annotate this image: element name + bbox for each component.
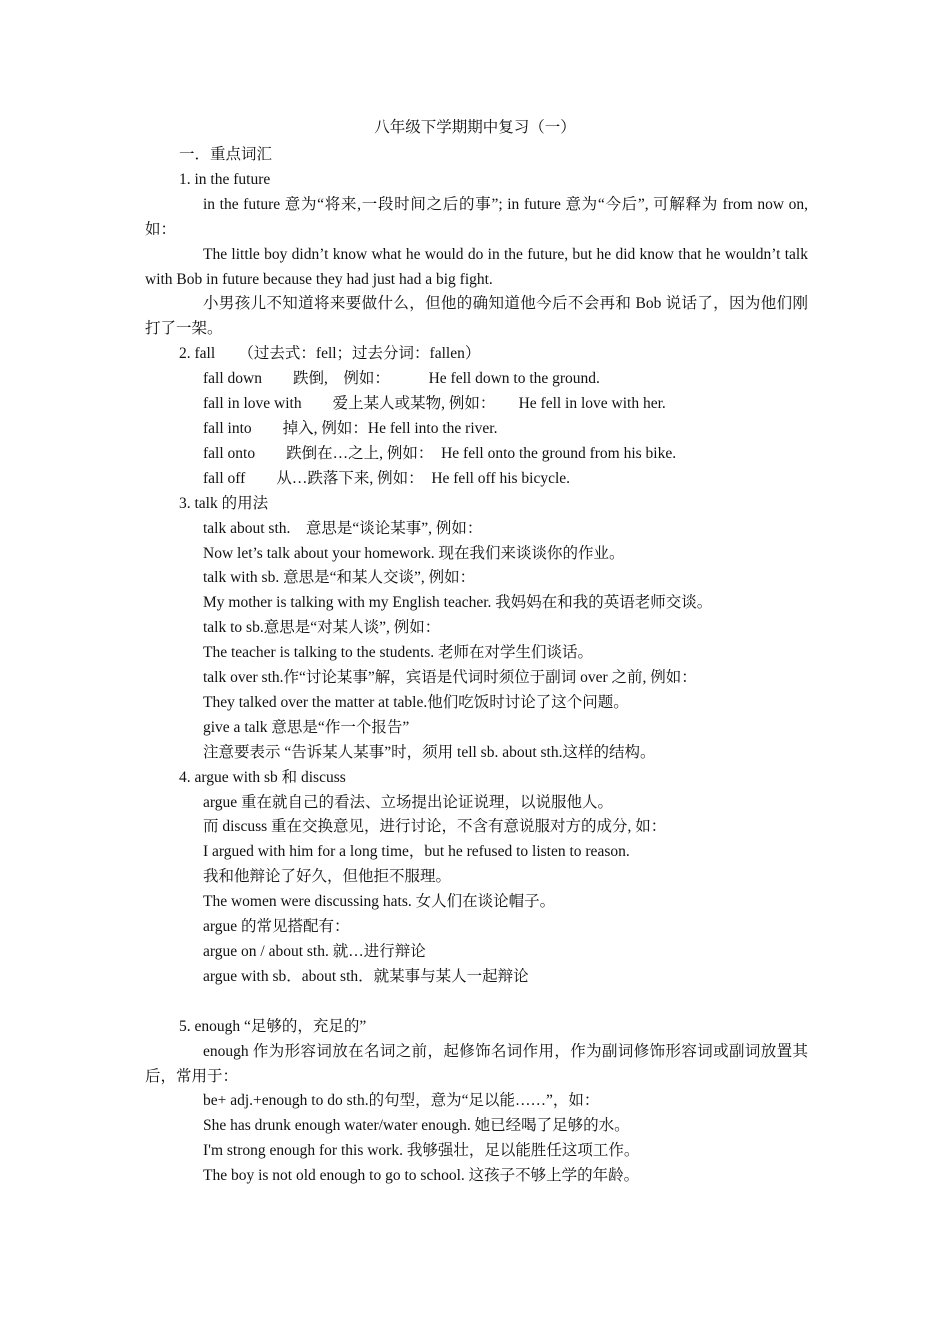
text-line: in the future 意为“将来,一段时间之后的事”; in future 意为“今后”, 可解释为 from now on,如：: [145, 195, 808, 238]
text-line: 小男孩儿不知道将来要做什么，但他的确知道他今后不会再和 Bob 说话了，因为他们刚打了一架。: [145, 295, 808, 338]
text-line: 而 discuss 重在交换意见，进行讨论，不含有意说服对方的成分, 如：: [203, 818, 667, 836]
document-body: [145, 143, 808, 1189]
text-line: Now let’s talk about your homework. 现在我们来谈谈你的作业。: [203, 544, 625, 562]
text-line: 注意要表示 “告诉某人某事”时，须用 tell sb. about sth.这样的结构。: [203, 743, 656, 761]
text-line: talk with sb. 意思是“和某人交谈”, 例如：: [203, 569, 476, 587]
text-line: I argued with him for a long time，but he refused to listen to reason.: [203, 843, 630, 861]
text-line: My mother is talking with my English teacher. 我妈妈在和我的英语老师交谈。: [203, 594, 713, 612]
text-line: 5. enough “足够的，充足的”: [179, 1017, 367, 1035]
text-line: talk over sth.作“讨论某事”解，宾语是代词时须位于副词 over 之前, 例如：: [203, 669, 697, 687]
blank-line: [145, 990, 808, 1015]
text-line: argue on / about sth. 就…进行辩论: [203, 943, 426, 960]
text-line: fall in love with 爱上某人或某物, 例如： He fell in love with her.: [203, 395, 666, 413]
page-title: 八年级下学期期中复习（一）: [374, 119, 576, 136]
text-line: fall down 跌倒, 例如： He fell down to the ground.: [203, 370, 600, 388]
text-line: I'm strong enough for this work. 我够强壮，足以能胜任这项工作。: [203, 1142, 640, 1160]
text-line: The little boy didn’t know what he would do in the future, but he did know that he wouldn’t talk with Bob in future because they had just had a big fight.: [145, 245, 808, 288]
text-line: fall off 从…跌落下来, 例如： He fell off his bicycle.: [203, 469, 571, 487]
text-line: be+ adj.+enough to do sth.的句型，意为“足以能……”，如：: [203, 1092, 600, 1110]
text-line: talk about sth. 意思是“谈论某事”, 例如：: [203, 519, 483, 537]
text-line: argue with sb．about sth．就某事与某人一起辩论: [203, 967, 529, 985]
text-line: The teacher is talking to the students. 老师在对学生们谈话。: [203, 644, 594, 662]
text-line: They talked over the matter at table.他们吃饭时讨论了这个问题。: [203, 693, 629, 711]
text-line: The boy is not old enough to go to school. 这孩子不够上学的年龄。: [203, 1167, 640, 1185]
text-line: fall onto 跌倒在…之上, 例如： He fell onto the ground from his bike.: [203, 444, 677, 462]
text-line: The women were discussing hats. 女人们在谈论帽子。: [203, 893, 556, 911]
text-line: give a talk 意思是“作一个报告”: [203, 718, 410, 736]
text-line: 1. in the future: [179, 170, 271, 188]
text-line: 我和他辩论了好久，但他拒不服理。: [203, 868, 452, 886]
text-line: enough 作为形容词放在名词之前，起修饰名词作用，作为副词修饰形容词或副词放置其后，常用于：: [145, 1042, 808, 1085]
text-line: fall into 掉入, 例如：He fell into the river.: [203, 419, 498, 437]
text-line: argue 的常见搭配有：: [203, 918, 350, 936]
text-line: argue 重在就自己的看法、立场提出论证说理，以说服他人。: [203, 793, 614, 811]
text-line: 2. fall （过去式：fell；过去分词：fallen）: [179, 345, 481, 363]
text-line: She has drunk enough water/water enough. 她已经喝了足够的水。: [203, 1117, 630, 1135]
text-line: 一．重点词汇: [179, 146, 273, 163]
text-line: 3. talk 的用法: [179, 494, 269, 512]
text-line: 4. argue with sb 和 discuss: [179, 768, 346, 786]
text-line: talk to sb.意思是“对某人谈”, 例如：: [203, 619, 441, 637]
